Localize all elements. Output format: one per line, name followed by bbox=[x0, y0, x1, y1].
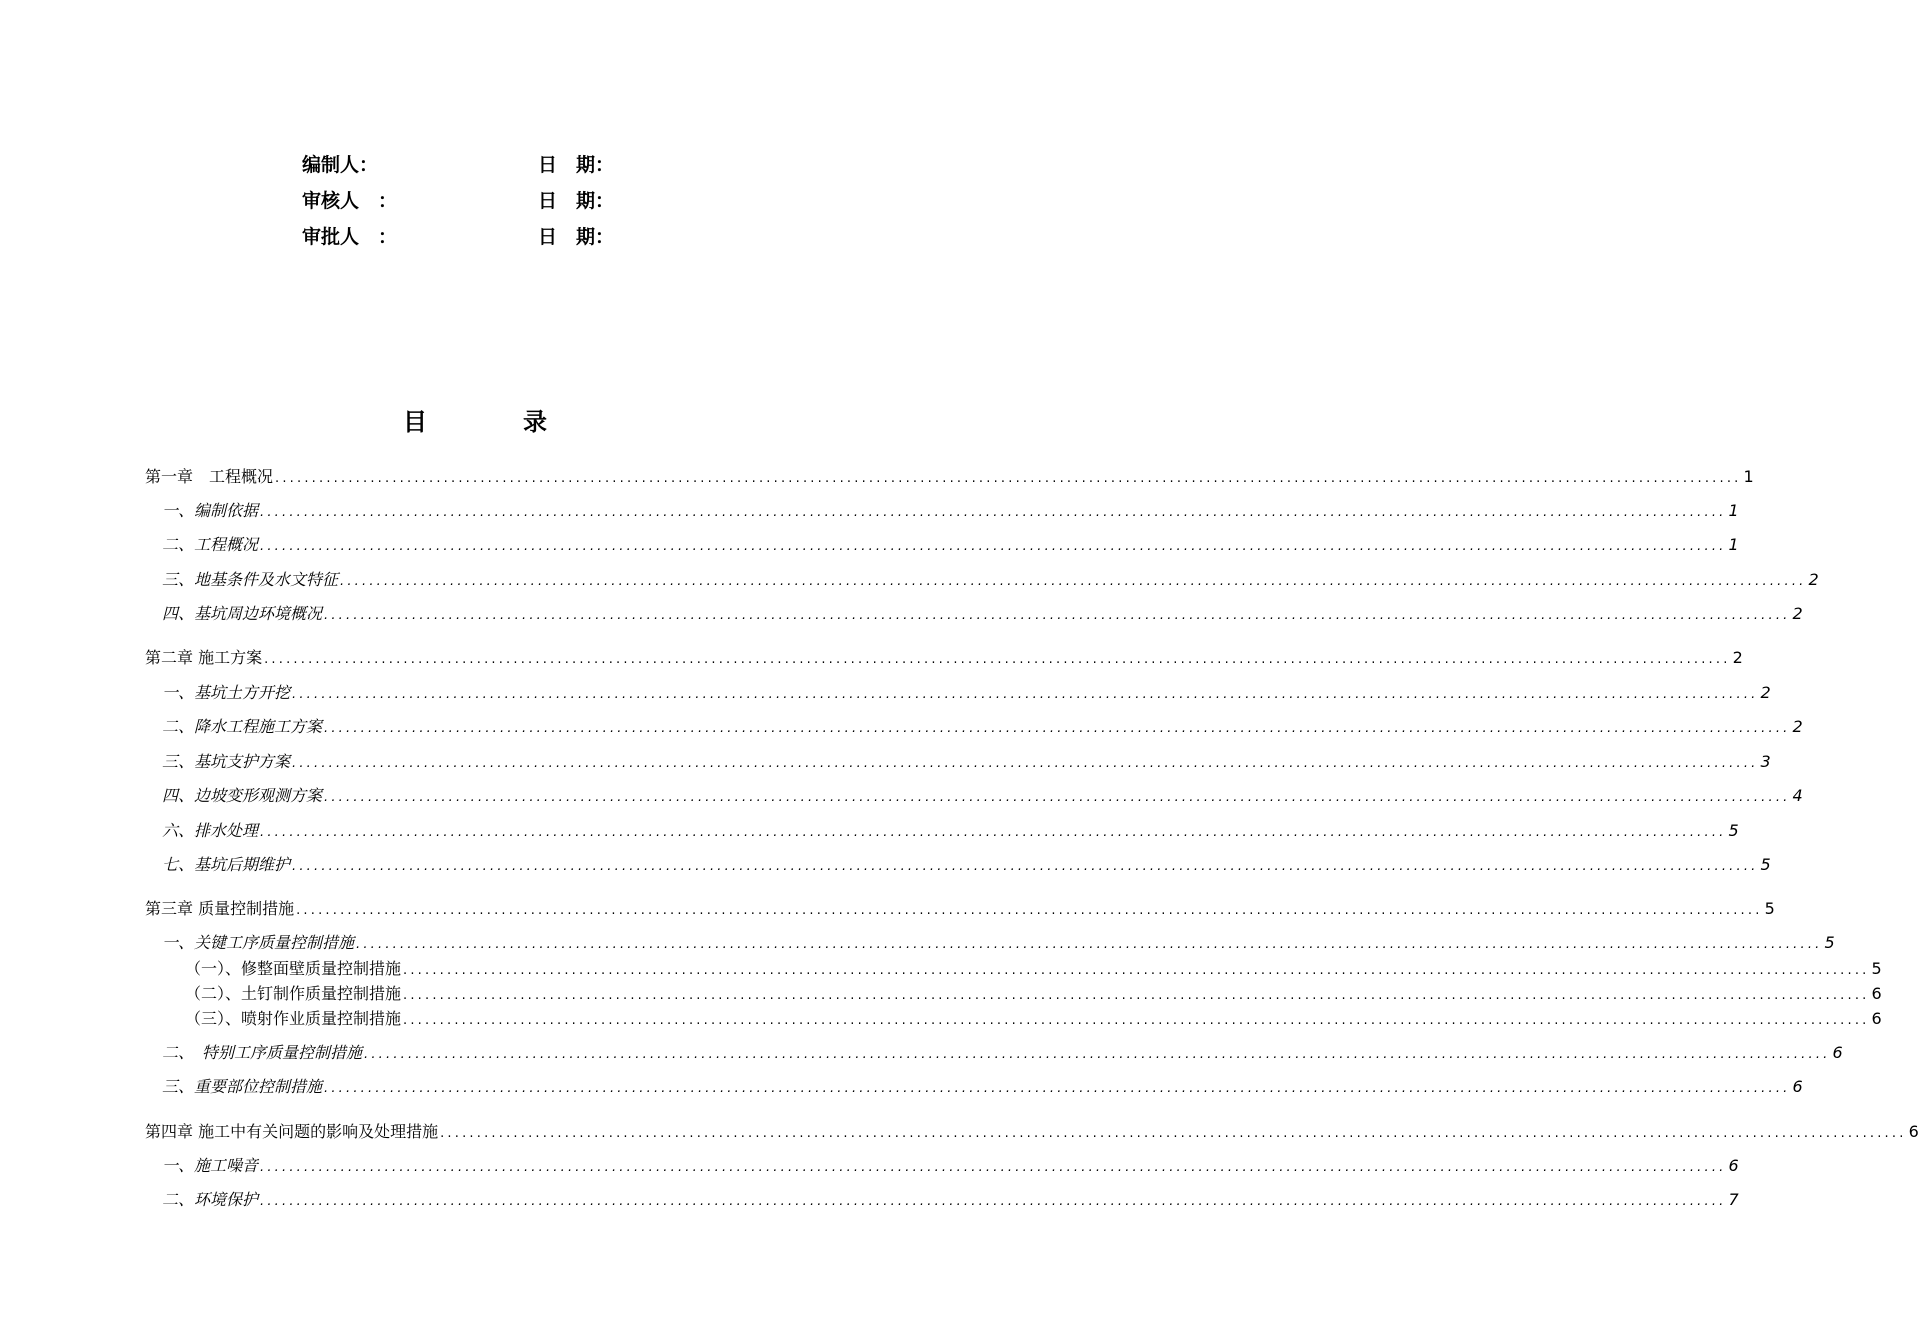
toc-page-number: 3 bbox=[1760, 752, 1771, 771]
signature-row-reviewer bbox=[0, 186, 950, 216]
toc-entry-title: （二）、土钉制作质量控制措施 bbox=[185, 984, 402, 1003]
toc-page-number: 1 bbox=[1728, 535, 1739, 554]
toc-dot-leader: ........................................................................................................................................................................................................ bbox=[324, 608, 1791, 623]
toc-entry[interactable] bbox=[162, 500, 1739, 522]
signature-label: 审核人 ： bbox=[302, 190, 398, 212]
toc-entry-title: （三）、喷射作业质量控制措施 bbox=[185, 1009, 402, 1028]
toc-entry[interactable] bbox=[185, 983, 1882, 1005]
toc-dot-leader: ........................................................................................................................................................................................................ bbox=[324, 1081, 1791, 1096]
toc-page-number: 6 bbox=[1871, 1009, 1882, 1028]
toc-page-number: 1 bbox=[1728, 501, 1739, 520]
toc-entry-title: 七、基坑后期维护 bbox=[162, 855, 291, 874]
toc-page-number: 5 bbox=[1760, 855, 1771, 874]
toc-entry-title: 第一章 工程概况 bbox=[145, 467, 274, 486]
toc-entry-title: 四、基坑周边环境概况 bbox=[162, 604, 323, 623]
toc-dot-leader: ........................................................................................................................................................................................................ bbox=[324, 790, 1791, 805]
toc-page-number: 6 bbox=[1871, 984, 1882, 1003]
toc-entry-title: 四、边坡变形观测方案 bbox=[162, 786, 323, 805]
toc-entry[interactable] bbox=[162, 682, 1771, 704]
toc-entry[interactable] bbox=[162, 534, 1739, 556]
toc-entry[interactable] bbox=[162, 854, 1771, 876]
toc-entry-title: 第四章 施工中有关问题的影响及处理措施 bbox=[145, 1122, 439, 1141]
toc-page-number: 2 bbox=[1732, 648, 1743, 667]
toc-page-number: 2 bbox=[1792, 604, 1803, 623]
date-label: 日 期： bbox=[538, 190, 615, 212]
toc-page-number: 5 bbox=[1871, 959, 1882, 978]
toc-entry[interactable] bbox=[162, 1042, 1843, 1064]
toc-entry-title: （一）、修整面壁质量控制措施 bbox=[185, 959, 402, 978]
toc-page-number: 5 bbox=[1824, 933, 1835, 952]
toc-entry[interactable] bbox=[145, 1121, 1919, 1143]
date-label: 日 期： bbox=[538, 226, 615, 248]
toc-dot-leader: ........................................................................................................................................................................................................ bbox=[403, 1013, 1870, 1028]
toc-page-number: 2 bbox=[1808, 570, 1819, 589]
toc-dot-leader: ........................................................................................................................................................................................................ bbox=[260, 1194, 1727, 1209]
toc-entry-title: 二、环境保护 bbox=[162, 1190, 259, 1209]
toc-dot-leader: ........................................................................................................................................................................................................ bbox=[324, 721, 1791, 736]
toc-page-number: 7 bbox=[1728, 1190, 1739, 1209]
toc-entry[interactable] bbox=[162, 603, 1803, 625]
toc-page-number: 2 bbox=[1760, 683, 1771, 702]
toc-entry[interactable] bbox=[162, 1076, 1803, 1098]
toc-dot-leader: ........................................................................................................................................................................................................ bbox=[340, 574, 1807, 589]
toc-entry-title: 一、关键工序质量控制措施 bbox=[162, 933, 355, 952]
toc-dot-leader: ........................................................................................................................................................................................................ bbox=[364, 1047, 1831, 1062]
toc-page-number: 4 bbox=[1792, 786, 1803, 805]
toc-page-number: 6 bbox=[1792, 1077, 1803, 1096]
toc-page-number: 5 bbox=[1728, 821, 1739, 840]
toc-entry-title: 一、施工噪音 bbox=[162, 1156, 259, 1175]
toc-page-number: 1 bbox=[1743, 467, 1754, 486]
toc-dot-leader: ........................................................................................................................................................................................................ bbox=[260, 505, 1727, 520]
toc-entry[interactable] bbox=[185, 1008, 1882, 1030]
toc-page-number: 6 bbox=[1832, 1043, 1843, 1062]
toc-entry-title: 一、编制依据 bbox=[162, 501, 259, 520]
toc-dot-leader: ........................................................................................................................................................................................................ bbox=[296, 903, 1763, 918]
toc-entry-title: 二、工程概况 bbox=[162, 535, 259, 554]
toc-entry[interactable] bbox=[162, 1155, 1739, 1177]
toc-dot-leader: ........................................................................................................................................................................................................ bbox=[292, 756, 1759, 771]
toc-entry[interactable] bbox=[145, 466, 1754, 488]
toc-entry[interactable] bbox=[185, 958, 1882, 980]
toc-page-number: 6 bbox=[1908, 1122, 1919, 1141]
toc-dot-leader: ........................................................................................................................................................................................................ bbox=[292, 687, 1759, 702]
toc-dot-leader: ........................................................................................................................................................................................................ bbox=[403, 988, 1870, 1003]
toc-entry-title: 六、排水处理 bbox=[162, 821, 259, 840]
signature-row-approver bbox=[0, 222, 950, 252]
signature-label: 编制人： bbox=[302, 154, 379, 176]
toc-dot-leader: ........................................................................................................................................................................................................ bbox=[260, 1160, 1727, 1175]
toc-entry[interactable] bbox=[162, 751, 1771, 773]
toc-entry-title: 三、地基条件及水文特征 bbox=[162, 570, 339, 589]
toc-entry-title: 二、降水工程施工方案 bbox=[162, 717, 323, 736]
toc-entry[interactable] bbox=[162, 1189, 1739, 1211]
toc-dot-leader: ........................................................................................................................................................................................................ bbox=[260, 825, 1727, 840]
toc-dot-leader: ........................................................................................................................................................................................................ bbox=[356, 937, 1823, 952]
toc-page-number: 5 bbox=[1764, 899, 1775, 918]
toc-entry[interactable] bbox=[145, 898, 1775, 920]
toc-dot-leader: ........................................................................................................................................................................................................ bbox=[260, 539, 1727, 554]
toc-entry[interactable] bbox=[162, 785, 1803, 807]
toc-entry[interactable] bbox=[162, 716, 1803, 738]
toc-page-number: 6 bbox=[1728, 1156, 1739, 1175]
toc-entry-title: 三、基坑支护方案 bbox=[162, 752, 291, 771]
toc-dot-leader: ........................................................................................................................................................................................................ bbox=[440, 1126, 1907, 1141]
toc-dot-leader: ........................................................................................................................................................................................................ bbox=[264, 652, 1731, 667]
signature-row-compiler bbox=[0, 150, 950, 180]
toc-entry[interactable] bbox=[162, 820, 1739, 842]
toc-title: 目 录 bbox=[403, 408, 547, 436]
toc-entry-title: 二、 特别工序质量控制措施 bbox=[162, 1043, 363, 1062]
toc-entry[interactable] bbox=[145, 647, 1743, 669]
toc-entry[interactable] bbox=[162, 932, 1835, 954]
toc-entry-title: 一、基坑土方开挖 bbox=[162, 683, 291, 702]
toc-dot-leader: ........................................................................................................................................................................................................ bbox=[403, 963, 1870, 978]
signature-label: 审批人 ： bbox=[302, 226, 398, 248]
toc-dot-leader: ........................................................................................................................................................................................................ bbox=[292, 859, 1759, 874]
date-label: 日 期： bbox=[538, 154, 615, 176]
toc-entry-title: 第三章 质量控制措施 bbox=[145, 899, 295, 918]
toc-entry-title: 第二章 施工方案 bbox=[145, 648, 263, 667]
toc-dot-leader: ........................................................................................................................................................................................................ bbox=[275, 471, 1742, 486]
toc-entry[interactable] bbox=[162, 569, 1819, 591]
toc-page-number: 2 bbox=[1792, 717, 1803, 736]
toc-entry-title: 三、重要部位控制措施 bbox=[162, 1077, 323, 1096]
